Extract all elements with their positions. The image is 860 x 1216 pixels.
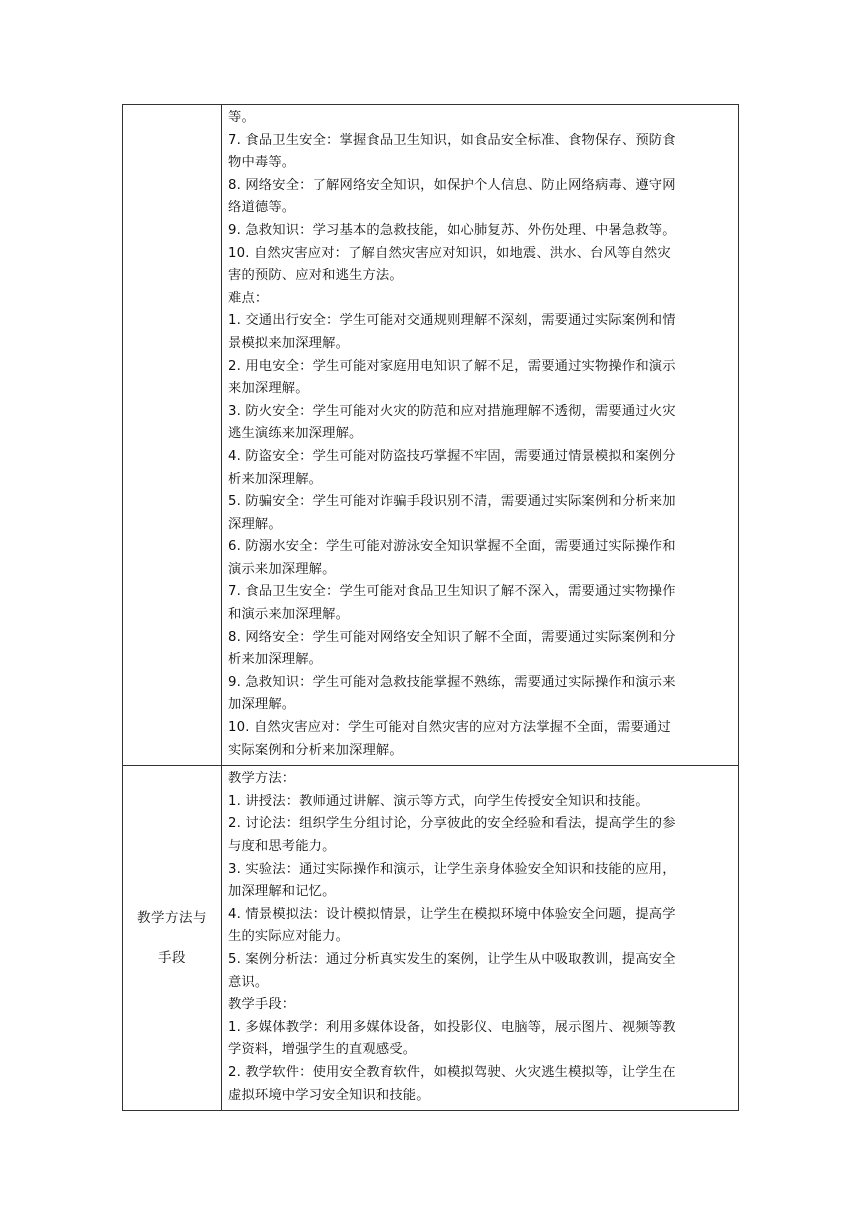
text-line: 8. 网络安全：了解网络安全知识，如保护个人信息、防止网络病毒、遵守网: [228, 177, 676, 193]
text-line: 4. 情景模拟法：设计模拟情景，让学生在模拟环境中体验安全问题，提高学: [228, 906, 676, 922]
text-line: 7. 食品卫生安全：掌握食品卫生知识，如食品安全标准、食物保存、预防食: [228, 132, 676, 148]
teaching-methods-cell: [222, 766, 739, 1111]
text-line: 络道德等。: [228, 200, 296, 216]
text-line: 析来加深理解。: [228, 471, 323, 487]
text-line: 学资料，增强学生的直观感受。: [228, 1042, 417, 1058]
text-line: 9. 急救知识：学生可能对急救技能掌握不熟练，需要通过实际操作和演示来: [228, 674, 676, 690]
text-line: 深理解。: [228, 516, 282, 532]
text-line: 实际案例和分析来加深理解。: [228, 742, 403, 758]
text-line: 生的实际应对能力。: [228, 929, 350, 945]
text-line: 7. 食品卫生安全：学生可能对食品卫生知识了解不深入，需要通过实物操作: [228, 584, 676, 600]
text-line: 9. 急救知识：学习基本的急救技能，如心肺复苏、外伤处理、中暑急救等。: [228, 222, 676, 238]
key-difficult-points-cell: [222, 105, 739, 766]
row-label-empty: [123, 105, 222, 766]
text-line: 5. 防骗安全：学生可能对诈骗手段识别不清，需要通过实际案例和分析来加: [228, 494, 676, 510]
teaching-methods-text: [222, 766, 738, 1110]
text-line: 和演示来加深理解。: [228, 607, 350, 623]
key-difficult-points-text: [222, 105, 738, 765]
text-line: 2. 用电安全：学生可能对家庭用电知识了解不足，需要通过实物操作和演示: [228, 358, 676, 374]
row-label-line: 教学方法与: [137, 910, 207, 927]
text-line: 与度和思考能力。: [228, 839, 336, 854]
text-line: 1. 交通出行安全：学生可能对交通规则理解不深刻，需要通过实际案例和情: [228, 313, 676, 329]
text-line: 演示来加深理解。: [228, 561, 336, 577]
text-line: 析来加深理解。: [228, 652, 323, 668]
text-line: 10. 自然灾害应对：学生可能对自然灾害的应对方法掌握不全面，需要通过: [228, 720, 671, 736]
text-line: 6. 防溺水安全：学生可能对游泳安全知识掌握不全面，需要通过实际操作和: [228, 539, 676, 555]
text-line: 3. 防火安全：学生可能对火灾的防范和应对措施理解不透彻，需要通过火灾: [228, 403, 676, 419]
text-line: 教学手段：: [228, 997, 296, 1013]
text-line: 等。: [228, 110, 255, 125]
text-line: 5. 案例分析法：通过分析真实发生的案例，让学生从中吸取教训，提高安全: [228, 951, 676, 967]
lesson-plan-table: [122, 104, 739, 1111]
text-line: 意识。: [228, 974, 269, 990]
text-line: 加深理解。: [228, 697, 296, 713]
text-line: 4. 防盗安全：学生可能对防盗技巧掌握不牢固，需要通过情景模拟和案例分: [228, 448, 676, 464]
table-row-key-difficult-points: [123, 105, 739, 766]
text-line: 虚拟环境中学习安全知识和技能。: [228, 1087, 430, 1103]
text-line: 1. 多媒体教学：利用多媒体设备，如投影仪、电脑等，展示图片、视频等教: [228, 1019, 676, 1035]
table-row-teaching-methods: [123, 766, 739, 1111]
text-line: 3. 实验法：通过实际操作和演示，让学生亲身体验安全知识和技能的应用，: [228, 861, 676, 877]
text-line: 教学方法：: [228, 771, 296, 787]
text-line: 逃生演练来加深理解。: [228, 426, 363, 442]
text-line: 1. 讲授法：教师通过讲解、演示等方式，向学生传授安全知识和技能。: [228, 793, 649, 809]
text-line: 10. 自然灾害应对：了解自然灾害应对知识，如地震、洪水、台风等自然灾: [228, 245, 671, 261]
text-line: 害的预防、应对和逃生方法。: [228, 268, 403, 284]
text-line: 8. 网络安全：学生可能对网络安全知识了解不全面，需要通过实际案例和分: [228, 629, 676, 645]
text-line: 景模拟来加深理解。: [228, 335, 350, 351]
text-line: 2. 教学软件：使用安全教育软件，如模拟驾驶、火灾逃生模拟等，让学生在: [228, 1064, 676, 1080]
text-line: 难点：: [228, 290, 269, 306]
text-line: 物中毒等。: [228, 155, 296, 171]
row-label-line: 手段: [158, 950, 186, 967]
text-line: 加深理解和记忆。: [228, 884, 336, 900]
text-line: 2. 讨论法：组织学生分组讨论，分享彼此的安全经验和看法，提高学生的参: [228, 816, 676, 832]
row-label-teaching-methods: [123, 766, 222, 1111]
text-line: 来加深理解。: [228, 381, 309, 397]
